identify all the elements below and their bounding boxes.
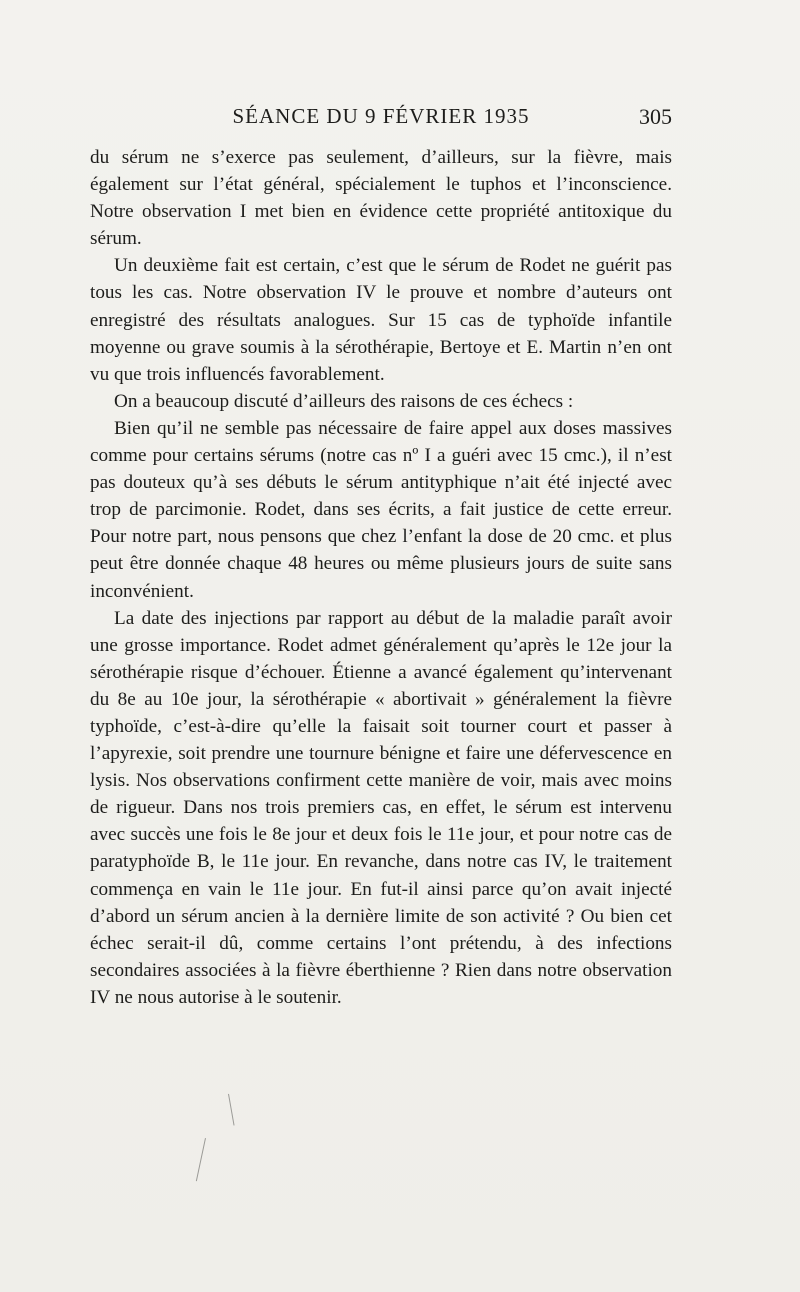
paragraph-3: On a beaucoup discuté d’ailleurs des raisons de ces échecs : <box>114 390 574 412</box>
page-header <box>90 104 672 134</box>
scan-mark-top <box>228 1094 235 1126</box>
scan-mark-bottom <box>196 1138 206 1181</box>
paragraph-2: Un deuxième fait est certain, c’est que le sérum de Rodet ne guérit pas tous les cas. Notre observation IV le prouve et nombre d’auteurs ont enregistré des résultats analogues. Sur 15 cas de typhoïde infantile moyenne ou grave soumis à la sérothérapie, Bertoye et E. Martin n’en ont vu que trois influencés favorablement. <box>90 255 672 385</box>
page-number: 305 <box>639 104 672 129</box>
article-text <box>90 144 672 1011</box>
paragraph-1: du sérum ne s’exerce pas seulement, d’ailleurs, sur la fièvre, mais également sur l’état général, spécialement le tuphos et l’inconscience. Notre observation I met bien en évidence cette propriété antitoxique du sérum. <box>90 147 672 250</box>
running-head: SÉANCE DU 9 FÉVRIER 1935 <box>232 104 530 128</box>
paragraph-4: Bien qu’il ne semble pas nécessaire de faire appel aux doses massives comme pour certains sérums (notre cas nº I a guéri avec 15 cmc.), il n’est pas douteux qu’à ses débuts le sérum antityphique n’ait été injecté avec trop de parcimonie. Rodet, dans ses écrits, a fait justice de cette erreur. Pour notre part, nous pensons que chez l’enfant la dose de 20 cmc. et plus peut être donnée chaque 48 heures ou même plusieurs jours de suite sans inconvénient. <box>90 417 672 602</box>
paragraph-5: La date des injections par rapport au début de la maladie paraît avoir une grosse importance. Rodet admet généralement qu’après le 12e jour la sérothérapie risque d’échouer. Étienne a avancé également qu’intervenant du 8e au 10e jour, la sérothérapie « abortivait » généralement la fièvre typhoïde, c’est-à-dire qu’elle la faisait soit tourner court et passer à l’apyrexie, soit prendre une tournure bénigne et faire une défervescence en lysis. Nos observations confirment cette manière de voir, mais avec moins de rigueur. Dans nos trois premiers cas, en effet, le sérum est intervenu avec succès une fois le 8e jour et deux fois le 11e jour, et pour notre cas de paratyphoïde B, le 11e jour. En revanche, dans notre cas IV, le traitement commença en vain le 11e jour. En fut-il ainsi parce qu’on avait injecté d’abord un sérum ancien à la dernière limite de son activité ? Ou bien cet échec serait-il dû, comme certains l’ont prétendu, à des infections secondaires associées à la fièvre éberthienne ? Rien dans notre observation IV ne nous autorise à le soutenir. <box>90 607 672 1008</box>
